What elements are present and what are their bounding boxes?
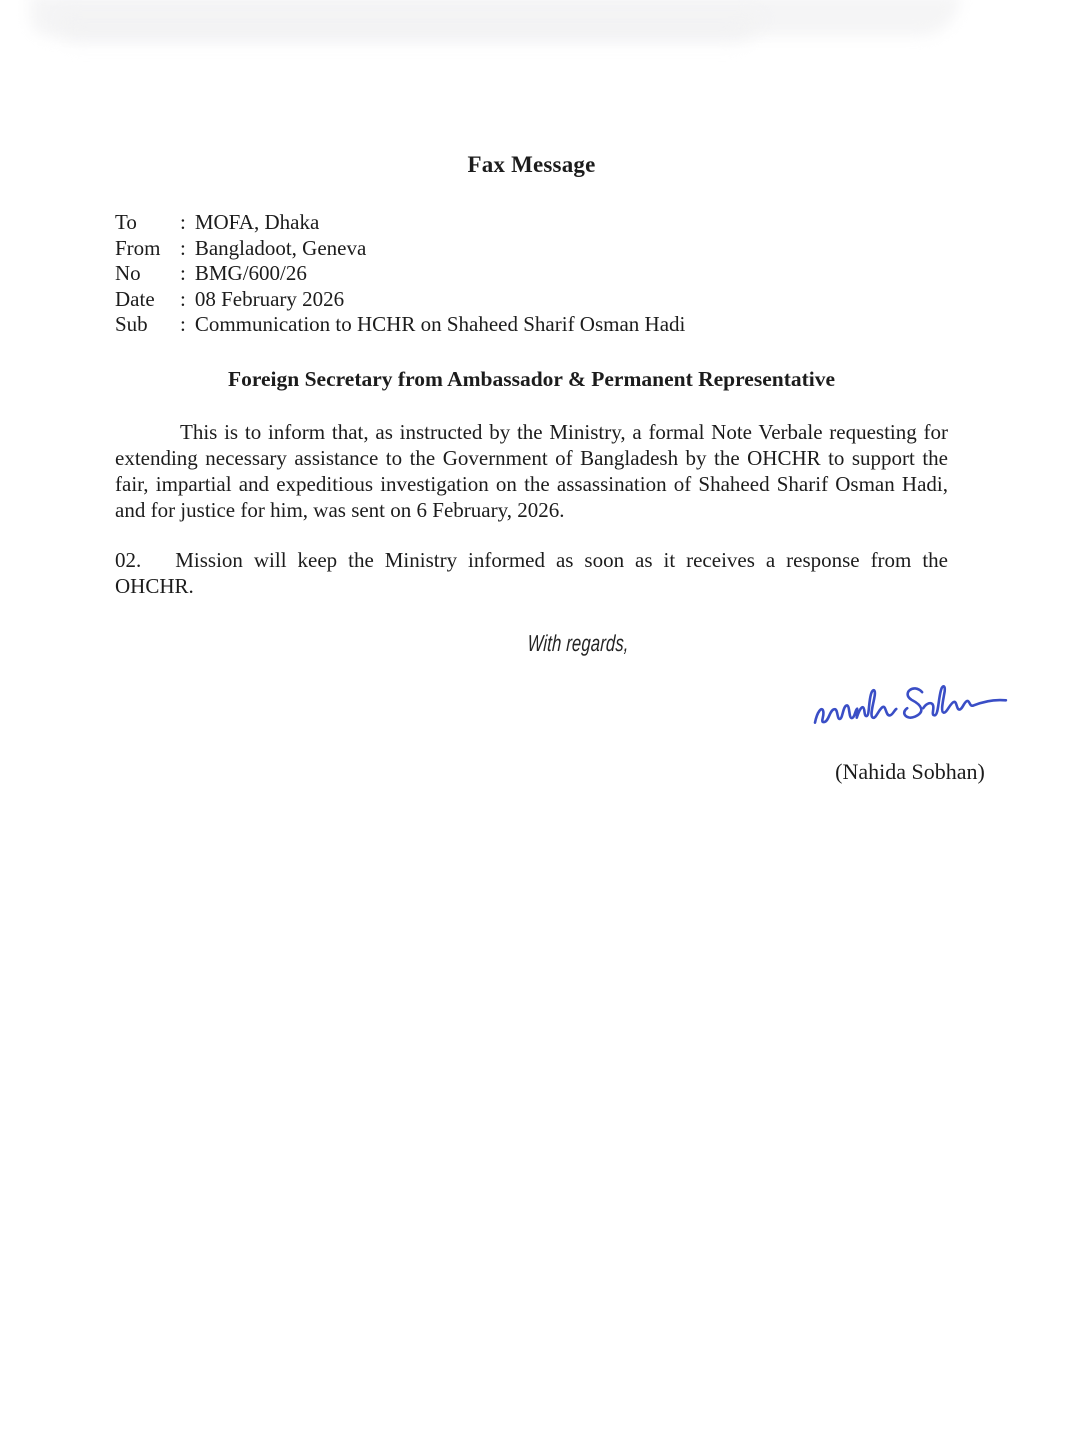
- paragraph-number: 02.: [115, 547, 142, 572]
- fax-value: 08 February 2026: [194, 286, 345, 311]
- paragraph-text: Mission will keep the Ministry informed as soon as it receives a response from the OHCHR.: [115, 547, 948, 598]
- subject-heading: Foreign Secretary from Ambassador & Permanent Representative: [227, 366, 836, 391]
- fax-header-row-from: [115, 236, 948, 262]
- regards-text: With regards,: [527, 629, 630, 656]
- handwritten-signature: [806, 675, 1014, 733]
- fax-value: Bangladoot, Geneva: [194, 235, 367, 260]
- fax-value: Communication to HCHR on Shaheed Sharif Osman Hadi: [194, 312, 686, 337]
- fax-value: MOFA, Dhaka: [194, 210, 320, 234]
- signatory-name: (Nahida Sobhan): [835, 758, 985, 784]
- fax-label: To: [115, 210, 137, 234]
- fax-header-row-date: [115, 287, 948, 313]
- fax-header-row-no: [115, 261, 948, 287]
- signature-block: [760, 675, 1060, 785]
- fax-separator: :: [180, 312, 186, 337]
- fax-header-row-to: [115, 210, 948, 236]
- fax-separator: :: [180, 261, 186, 286]
- body-paragraph-2: [115, 547, 948, 599]
- fax-label: Sub: [115, 312, 148, 337]
- fax-separator: :: [180, 210, 186, 234]
- fax-header-row-sub: [115, 312, 948, 338]
- fax-header-block: [115, 210, 948, 338]
- fax-label: From: [115, 235, 161, 260]
- fax-label: Date: [115, 286, 155, 311]
- body-paragraph-1: This is to inform that, as instructed by the Ministry, a formal Note Verbale requesting for extending necessary assistance to the Government of Bangladesh by the OHCHR to support the fair, impartial and expeditious investigation on the assassination of Shaheed Sharif Osman Hadi, and for justice for him, was sent on 6 February, 2026.: [115, 419, 948, 522]
- scan-smudge-artifact-inner: [60, 14, 760, 40]
- document-content: [0, 152, 1068, 785]
- closing-regards-line: [162, 630, 995, 657]
- fax-separator: :: [180, 286, 186, 311]
- document-title: Fax Message: [467, 152, 596, 177]
- fax-separator: :: [180, 235, 186, 260]
- fax-label: No: [115, 261, 141, 286]
- fax-value: BMG/600/26: [194, 261, 307, 286]
